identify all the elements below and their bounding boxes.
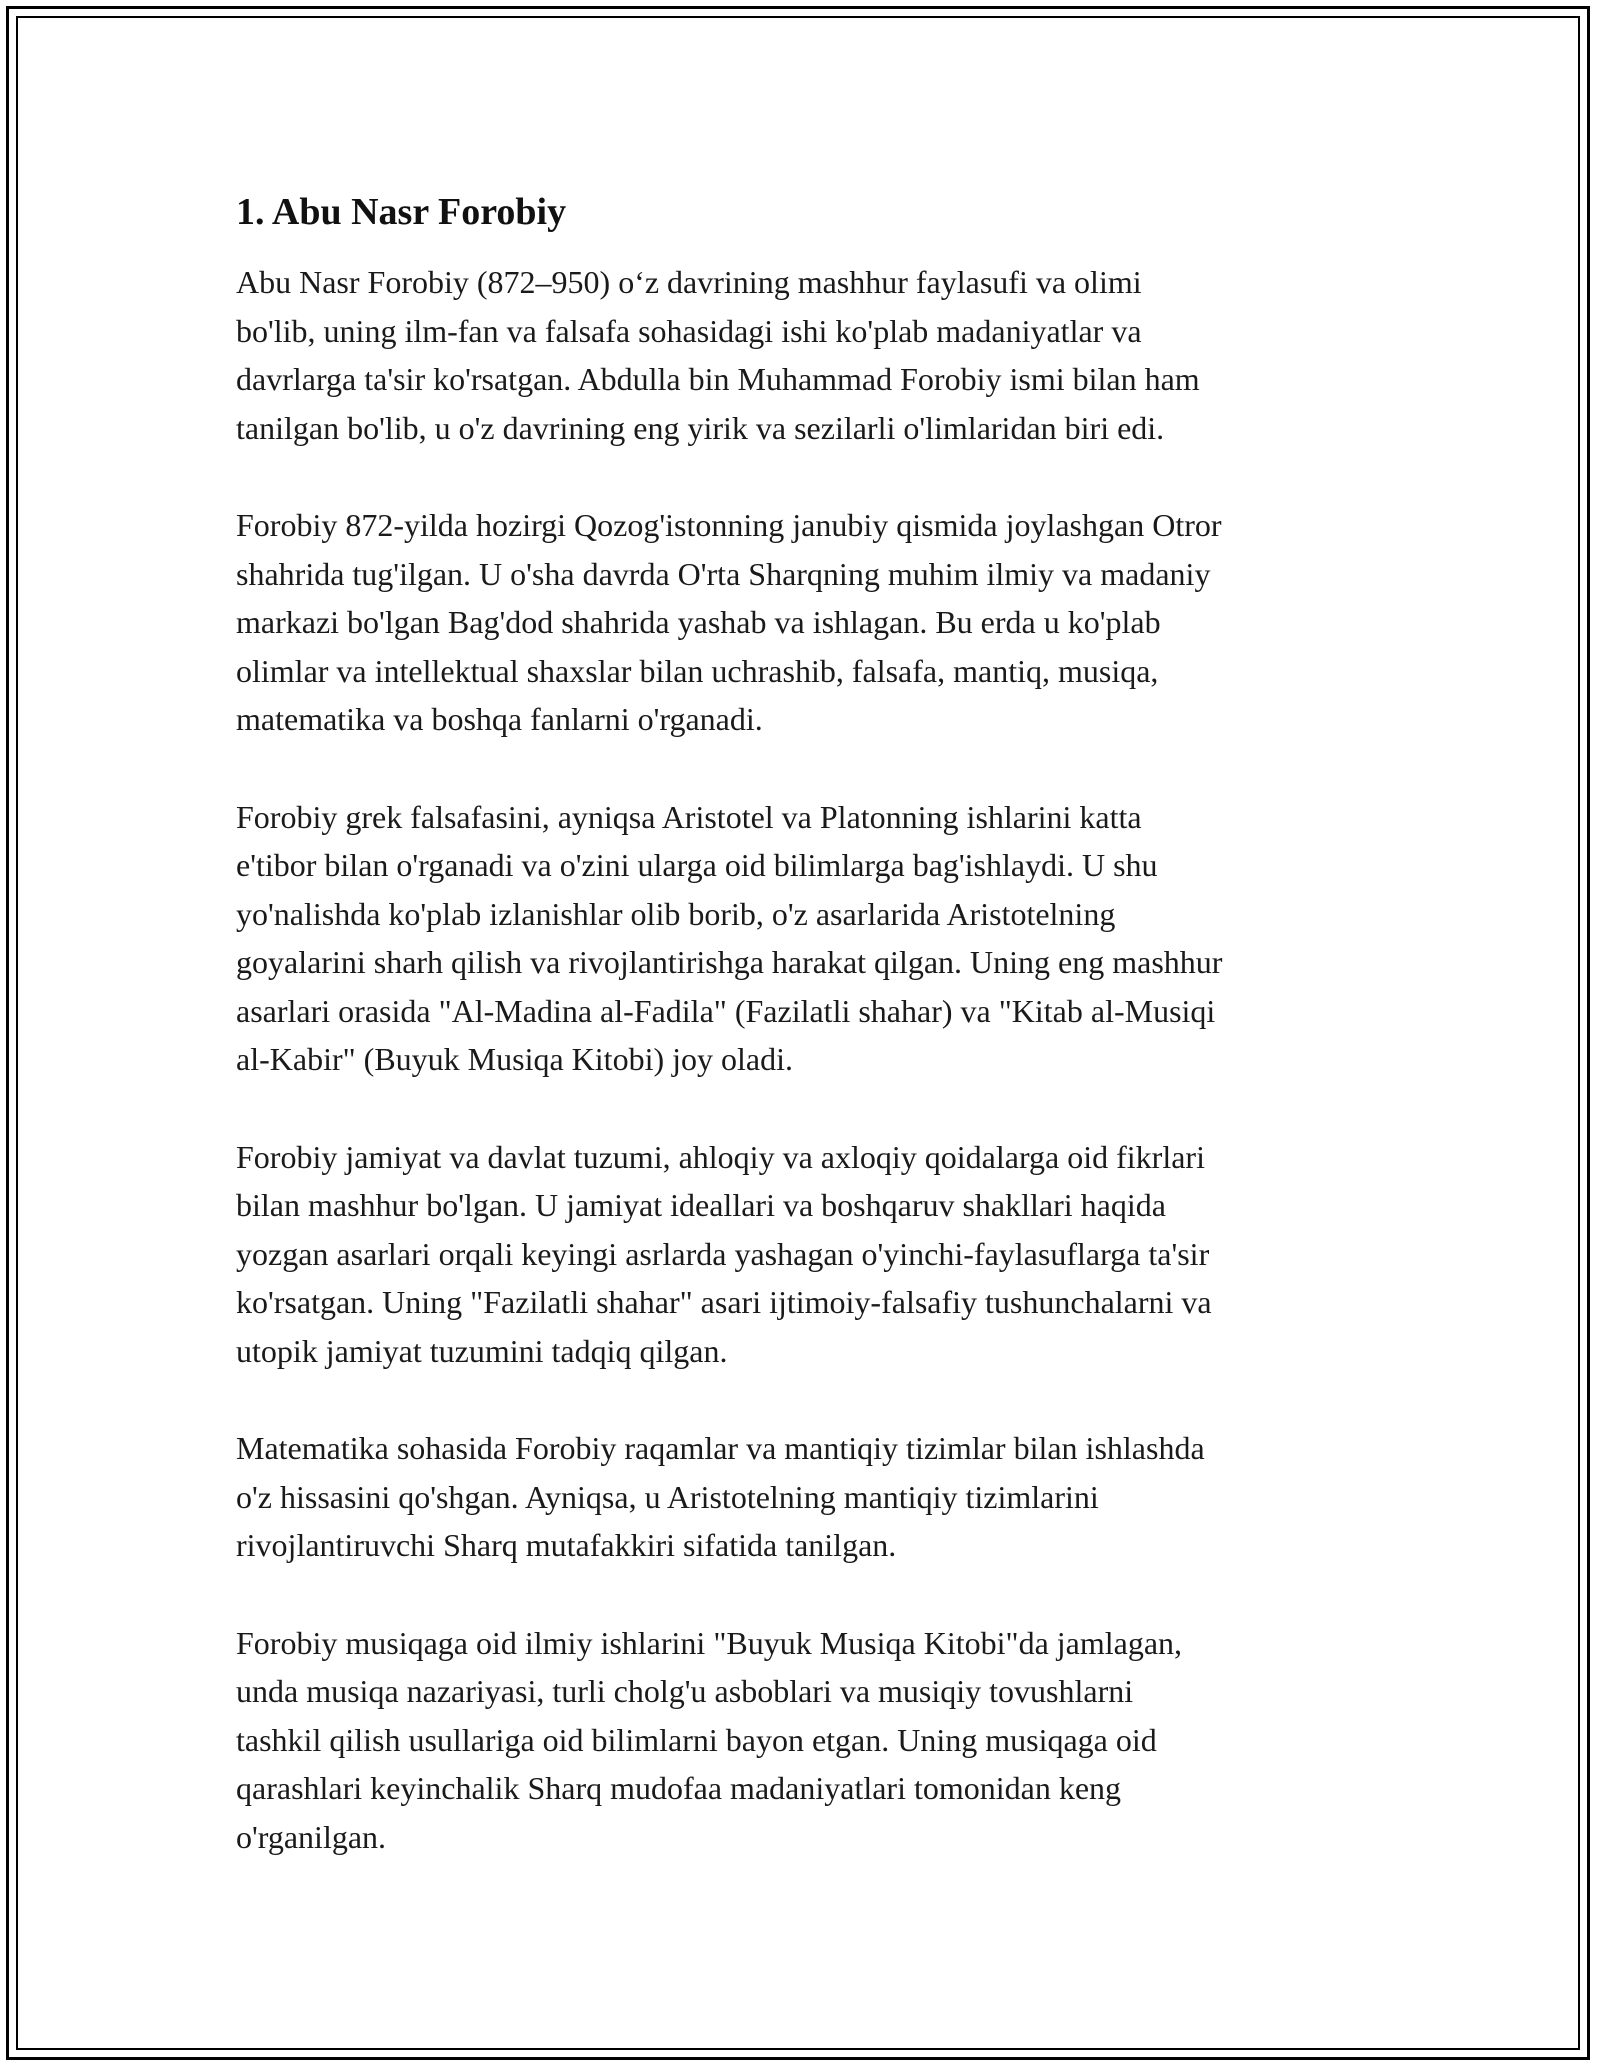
text-line: bilan mashhur bo'lgan. U jamiyat ideallari va boshqaruv shakllari haqida	[236, 1187, 1166, 1223]
text-line: o'z hissasini qo'shgan. Ayniqsa, u Aristotelning mantiqiy tizimlarini	[236, 1478, 1099, 1515]
text-line: asarlari orasida "Al-Madina al-Fadila" (Fazilatli shahar) va "Kitab al-Musiqi	[236, 992, 1216, 1029]
document-body	[236, 188, 1386, 1861]
text-line: davrlarga ta'sir ko'rsatgan. Abdulla bin Muhammad Forobiy ismi bilan ham	[236, 361, 1200, 397]
text-line: tashkil qilish usullariga oid bilimlarni bayon etgan. Uning musiqaga oid	[236, 1721, 1157, 1758]
paragraph-intro	[236, 258, 1386, 452]
paragraph-mathematics	[236, 1424, 1386, 1570]
text-line: qarashlari keyinchalik Sharq mudofaa madaniyatlari tomonidan keng	[236, 1770, 1122, 1806]
text-line: yozgan asarlari orqali keyingi asrlarda yashagan o'yinchi-faylasuflarga ta'sir	[236, 1235, 1210, 1272]
text-line: Forobiy musiqaga oid ilmiy ishlarini "Buyuk Musiqa Kitobi"da jamlagan,	[236, 1624, 1183, 1661]
text-line: Forobiy jamiyat va davlat tuzumi, ahloqiy va axloqiy qoidalarga oid fikrlari	[236, 1138, 1205, 1175]
text-line: e'tibor bilan o'rganadi va o'zini ularga oid bilimlarga bag'ishlaydi. U shu	[236, 847, 1158, 883]
text-line: o'rganilgan.	[236, 1818, 387, 1855]
text-line: utopik jamiyat tuzumini tadqiq qilgan.	[236, 1332, 728, 1369]
text-line: matematika va boshqa fanlarni o'rganadi.	[236, 701, 763, 737]
text-line: bo'lib, uning ilm-fan va falsafa sohasidagi ishi ko'plab madaniyatlar va	[236, 312, 1142, 349]
text-line: Matematika sohasida Forobiy raqamlar va mantiqiy tizimlar bilan ishlashda	[236, 1430, 1205, 1466]
text-line: goyalarini sharh qilish va rivojlantirishga harakat qilgan. Uning eng mashhur	[236, 944, 1223, 980]
paragraph-music	[236, 1619, 1386, 1862]
text-line: olimlar va intellektual shaxslar bilan uchrashib, falsafa, mantiq, musiqa,	[236, 652, 1159, 689]
text-line: unda musiqa nazariyasi, turli cholg'u asboblari va musiqiy tovushlarni	[236, 1673, 1134, 1709]
text-line: Abu Nasr Forobiy (872–950) o‘z davrining mashhur faylasufi va olimi	[236, 264, 1142, 300]
paragraph-birth	[236, 501, 1386, 744]
text-line: tanilgan bo'lib, u o'z davrining eng yirik va sezilarli o'limlaridan biri edi.	[236, 409, 1165, 446]
text-line: Forobiy 872-yilda hozirgi Qozog'istonning janubiy qismida joylashgan Otror	[236, 507, 1222, 543]
text-line: Forobiy grek falsafasini, ayniqsa Aristotel va Platonning ishlarini katta	[236, 798, 1142, 835]
text-line: rivojlantiruvchi Sharq mutafakkiri sifatida tanilgan.	[236, 1527, 897, 1563]
paragraph-greek-philosophy	[236, 793, 1386, 1084]
text-line: markazi bo'lgan Bag'dod shahrida yashab va ishlagan. Bu erda u ko'plab	[236, 604, 1161, 640]
section-heading: 1. Abu Nasr Forobiy	[236, 191, 567, 233]
paragraph-society	[236, 1133, 1386, 1376]
text-line: al-Kabir" (Buyuk Musiqa Kitobi) joy oladi.	[236, 1041, 793, 1077]
text-line: ko'rsatgan. Uning "Fazilatli shahar" asari ijtimoiy-falsafiy tushunchalarni va	[236, 1284, 1212, 1320]
text-line: yo'nalishda ko'plab izlanishlar olib borib, o'z asarlarida Aristotelning	[236, 895, 1116, 932]
text-line: shahrida tug'ilgan. U o'sha davrda O'rta Sharqning muhim ilmiy va madaniy	[236, 555, 1211, 592]
